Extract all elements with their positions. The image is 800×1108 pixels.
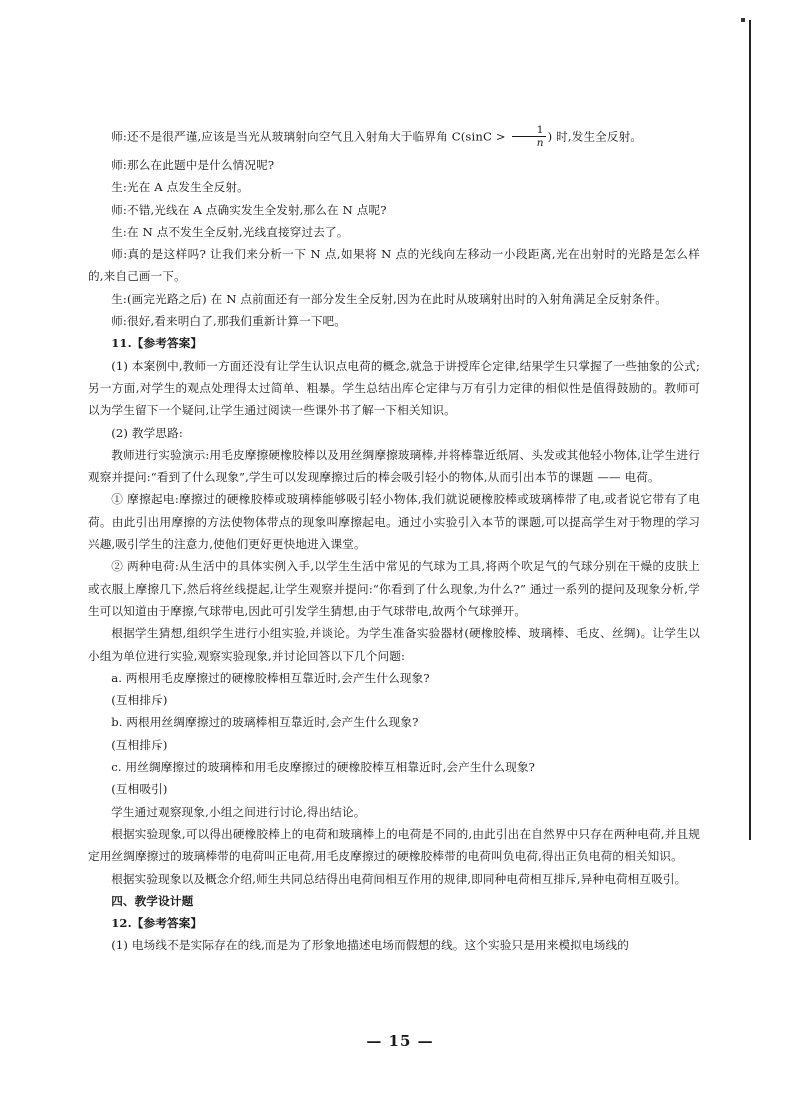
answer-c: (互相吸引) <box>111 782 168 797</box>
dialogue-line: 生:光在 A 点发生全反射。 <box>111 180 249 195</box>
dialogue-line: 师:真的是这样吗? 让我们来分析一下 N 点,如果将 N 点的光线向左移动一小段距离,光在出射时的光路是怎么样的,来自己画一下。 <box>88 247 700 284</box>
question-b: b. 两根用丝绸摩擦过的玻璃棒相互靠近时,会产生什么现象? <box>111 715 419 730</box>
margin-tick-mark <box>741 18 745 22</box>
paragraph: 学生通过观察现象,小组之间进行讨论,得出结论。 <box>111 804 366 819</box>
question-a: a. 两根用毛皮摩擦过的硬橡胶棒相互靠近时,会产生什么现象? <box>111 670 430 685</box>
answer-a: (互相排斥) <box>111 693 168 708</box>
question-c: c. 用丝绸摩擦过的玻璃棒和用毛皮摩擦过的硬橡胶棒互相靠近时,会产生什么现象? <box>111 760 535 775</box>
binding-rule-line <box>749 20 751 840</box>
dialogue-line: 生:在 N 点不发生全反射,光线直接穿过去了。 <box>111 224 349 239</box>
answer-heading-12: 12.【参考答案】 <box>111 916 203 931</box>
paragraph: ② 两种电荷:从生活中的具体实例入手,以学生生活中常见的气球为工具,将两个吹足气的气球分别在干燥的皮肤上或衣服上摩擦几下,然后将丝线提起,让学生观察并提问:“你看到了什么现象,为什么?” 通过一系列的提问及现象分析,学生可以知道由于摩擦,气球带电,因此可引发学生猜想,由于气球带电,故两个气球弹开。 <box>88 559 700 618</box>
dialogue-line: 师:不错,光线在 A 点确实发生全发射,那么在 N 点呢? <box>111 202 387 217</box>
page-number: — 15 — <box>366 1032 434 1050</box>
section-heading-4: 四、教学设计题 <box>111 893 194 908</box>
fraction-1-over-n: $\frac{1}{n}$ <box>512 124 546 149</box>
document-body <box>88 125 700 957</box>
paragraph: (1) 电场线不是实际存在的线,而是为了形象地描述电场而假想的线。这个实验只是用来模拟电场线的 <box>111 938 629 953</box>
paragraph: (2) 教学思路: <box>111 425 183 440</box>
paragraph: (1) 本案例中,教师一方面还没有让学生认识点电荷的概念,就急于讲授库仑定律,结果学生只掌握了一些抽象的公式;另一方面,对学生的观点处理得太过简单、粗暴。学生总结出库仑定律与万有引力定律的相似性是值得鼓励的。教师可以为学生留下一个疑问,让学生通过阅读一些课外书了解一下相关知识。 <box>88 358 700 418</box>
answer-b: (互相排斥) <box>111 737 168 752</box>
dialogue-line: 生:(画完光路之后) 在 N 点前面还有一部分发生全反射,因为在此时从玻璃射出时的入射角满足全反射条件。 <box>111 291 667 306</box>
paragraph: 根据学生猜想,组织学生进行小组实验,并谈论。为学生准备实验器材(硬橡胶棒、玻璃棒、毛皮、丝绸)。让学生以小组为单位进行实验,观察实验现象,并讨论回答以下几个问题: <box>88 626 700 663</box>
paragraph: 教师进行实验演示:用毛皮摩擦硬橡胶棒以及用丝绸摩擦玻璃棒,并将棒靠近纸屑、头发或其他轻小物体,让学生进行观察并提问:“看到了什么现象”,学生可以发现摩擦过后的棒会吸引轻小的物体,从而引出本节的课题 —— 电荷。 <box>88 447 700 485</box>
dialogue-line-teacher-critical-angle: 师:还不是很严谨,应该是当光从玻璃射向空气且入射角大于临界角 C(sinC > $\frac{1}{n}$ ) 时,发生全反射。 <box>111 124 643 149</box>
paragraph: 根据实验现象,可以得出硬橡胶棒上的电荷和玻璃棒上的电荷是不同的,由此引出在自然界中只存在两种电荷,并且规定用丝绸摩擦过的玻璃棒带的电荷叫正电荷,用毛皮摩擦过的硬橡胶棒带的电荷叫负电荷,得出正负电荷的相关知识。 <box>88 826 700 864</box>
dialogue-line: 师:很好,看来明白了,那我们重新计算一下吧。 <box>111 314 347 329</box>
dialogue-line: 师:那么在此题中是什么情况呢? <box>111 158 275 172</box>
paragraph: 根据实验现象以及概念介绍,师生共同总结得出电荷间相互作用的规律,即同种电荷相互排斥,异种电荷相互吸引。 <box>111 871 687 886</box>
answer-heading-11: 11.【参考答案】 <box>111 336 203 351</box>
paragraph: ① 摩擦起电:摩擦过的硬橡胶棒或玻璃棒能够吸引轻小物体,我们就说硬橡胶棒或玻璃棒带了电,或者说它带有了电荷。由此引出用摩擦的方法使物体带点的现象叫摩擦起电。通过小实验引入本节的课题,可以提高学生对于物理的学习兴趣,吸引学生的注意力,使他们更好更快地进入课堂。 <box>88 492 700 552</box>
